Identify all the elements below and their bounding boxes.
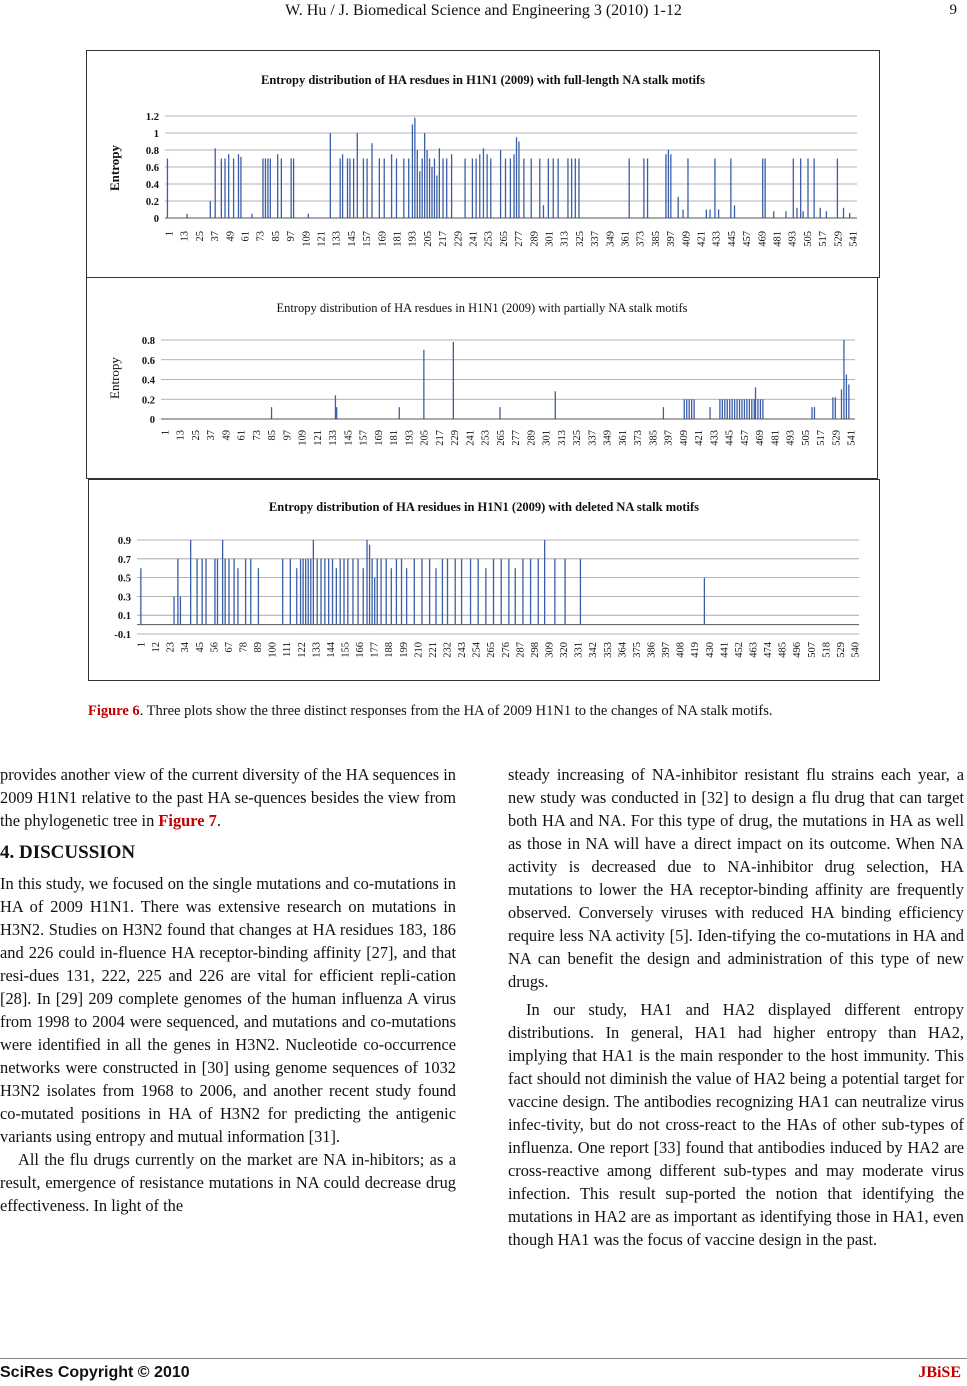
y-tick-label: 0.6 <box>145 163 159 174</box>
x-tick-label: 529 <box>833 231 845 247</box>
chart-panel-deleted <box>88 479 880 681</box>
x-tick-label: 241 <box>468 231 480 247</box>
page-header <box>0 2 967 24</box>
x-tick-label: 122 <box>296 642 308 658</box>
x-tick-label: 49 <box>221 430 233 441</box>
paragraph <box>0 763 456 832</box>
caption-label: Figure 6 <box>88 703 140 719</box>
paragraph-text: provides another view of the current diversity of the HA sequences in 2009 H1N1 relative to the past HA se-quences besides the view from the phylogenetic tree in <box>0 765 456 830</box>
x-tick-label: 289 <box>526 430 538 446</box>
paragraph: In this study, we focused on the single mutations and co-mutations in HA of 2009 H1N1. There was extensive research on mutations in H3N2. Studies on H3N2 found that changes at HA residues 183, 186 and 226 could in-fluence HA receptor-binding affinity [27], and that resi-dues 131, 222, 225 and 226 are vital for efficient repli-cation [28]. In [29] 209 complete genomes of the human influenza A virus from 1998 to 2004 were sequenced, and mutations and co-mutations were identified in all the genes in H3N2. Nucleotide co-occurrence networks were constructed in [30] using genome sequences of 1032 H3N2 isolates from 1968 to 2006, and another recent study found co-mutated positions in HA of H3N2 for predicting the antigenic variants using entropy and mutual information [31]. <box>0 874 456 1146</box>
x-tick-label: 397 <box>666 231 678 247</box>
x-tick-label: 169 <box>373 430 385 446</box>
x-tick-label: 301 <box>541 430 553 446</box>
y-tick-label: 0.4 <box>141 375 155 387</box>
x-tick-label: 419 <box>690 642 702 658</box>
x-tick-label: 301 <box>544 231 556 247</box>
x-tick-label: 445 <box>724 430 736 446</box>
x-tick-label: 133 <box>331 231 343 247</box>
y-tick-label: 0.5 <box>117 573 131 585</box>
x-tick-label: 89 <box>253 642 265 653</box>
x-tick-label: 193 <box>404 430 416 446</box>
x-tick-label: 474 <box>763 642 775 658</box>
x-tick-label: 469 <box>757 231 769 247</box>
y-tick-label: 0.1 <box>117 611 131 623</box>
paragraph: In our study, HA1 and HA2 displayed different entropy distributions. In general, HA1 had higher entropy than HA2, implying that HA1 is the main responder to the host immunity. This fact should not diminish the value of HA2 being a potential target for vaccine design. The antibodies recognizing HA1 can neutralize virus infec-tivity, but do not cross-react to the HAs of other sub-types of influenza. One report [33] found that antibodies induced by HA2 are cross-reactive among different sub-types and may moderate virus infection. This result sup-ported the notion that identifying the mutations in HA2 are as important as identifying those in HA1, even though HA1 was the focus of vaccine design in the past. <box>508 1000 964 1249</box>
x-tick-label: 349 <box>602 430 614 446</box>
x-tick-label: 325 <box>574 231 586 247</box>
caption-text: . Three plots show the three distinct responses from the HA of 2009 H1N1 to the changes of NA stalk motifs. <box>139 703 773 719</box>
x-tick-label: 144 <box>325 642 337 658</box>
chart-title: Entropy distribution of HA residues in H1N1 (2009) with deleted NA stalk motifs <box>268 500 700 514</box>
x-tick-label: 205 <box>419 430 431 446</box>
chart-panel-partial <box>86 277 878 479</box>
x-tick-label: 1 <box>160 430 172 436</box>
x-tick-label: 364 <box>617 642 629 658</box>
x-tick-label: 385 <box>650 231 662 247</box>
x-tick-label: 353 <box>602 642 614 658</box>
x-tick-label: 421 <box>696 231 708 247</box>
x-tick-label: 276 <box>500 642 512 658</box>
x-tick-label: 85 <box>270 231 282 242</box>
y-tick-label: 0.8 <box>145 146 159 157</box>
x-tick-label: 121 <box>316 231 328 247</box>
y-tick-label: 0 <box>149 415 155 426</box>
right-column <box>508 763 964 1251</box>
x-tick-label: 210 <box>413 642 425 658</box>
x-tick-label: 177 <box>369 642 381 658</box>
x-tick-label: 507 <box>806 642 818 658</box>
y-tick-label: 0.6 <box>141 355 155 367</box>
x-tick-label: 331 <box>573 642 585 658</box>
x-tick-label: 337 <box>590 230 602 247</box>
x-tick-label: 97 <box>282 430 294 441</box>
footer-divider <box>0 1358 967 1359</box>
x-tick-label: 133 <box>311 642 323 658</box>
x-tick-label: 309 <box>544 642 556 658</box>
x-tick-label: 166 <box>355 642 367 658</box>
x-tick-label: 289 <box>529 231 541 247</box>
x-tick-label: 221 <box>427 642 439 658</box>
y-tick-label: 1.2 <box>145 112 159 123</box>
paragraph: steady increasing of NA-inhibitor resistant flu strains each year, a new study was conducted in [32] to design a flu drug that can target both HA and NA. For this type of drug, the mutations in HA as well as those in NA will have a direct impact on its outcome. When NA activity is decreased due to NA-inhibitor drug selection, HA mutations to lower the HA receptor-binding affinity are frequently observed. Conversely viruses with reduced HA binding efficiency require less NA activity [5]. Iden-tifying the co-mutations in HA and NA can benefit the design and administration of this type of new drugs. <box>508 765 964 991</box>
chart-title: Entropy distribution of HA resdues in H1N1 (2009) with partially NA stalk motifs <box>276 301 688 315</box>
entropy-chart-full-length <box>87 51 879 277</box>
x-tick-label: 61 <box>236 430 248 441</box>
x-tick-label: 313 <box>559 231 571 247</box>
footer-journal: JBiSE <box>918 1364 961 1381</box>
y-tick-label: 0.7 <box>117 554 131 566</box>
x-tick-label: 253 <box>480 430 492 446</box>
x-tick-label: 493 <box>785 430 797 446</box>
x-tick-label: 111 <box>282 642 294 657</box>
x-tick-label: 421 <box>694 430 706 446</box>
y-axis-label: Entropy <box>107 357 122 399</box>
left-column <box>0 763 456 1217</box>
x-tick-label: 13 <box>175 430 187 441</box>
x-tick-label: 441 <box>719 642 731 658</box>
y-tick-label: 0.2 <box>145 197 159 208</box>
figure-7-link[interactable]: Figure 7 <box>158 811 217 830</box>
y-tick-label: 0 <box>153 214 159 225</box>
x-tick-label: 37 <box>210 231 222 242</box>
x-tick-label: 529 <box>831 430 843 446</box>
y-tick-label: -0.1 <box>114 630 131 641</box>
footer-copyright: SciRes Copyright © 2010 <box>0 1364 190 1381</box>
x-tick-label: 409 <box>678 430 690 446</box>
x-tick-label: 496 <box>792 642 804 658</box>
x-tick-label: 229 <box>450 430 462 446</box>
x-tick-label: 529 <box>835 642 847 658</box>
x-tick-label: 193 <box>407 231 419 247</box>
x-tick-label: 61 <box>240 231 252 242</box>
x-tick-label: 12 <box>151 642 163 653</box>
x-tick-label: 540 <box>850 642 862 658</box>
x-tick-label: 265 <box>498 231 510 247</box>
x-tick-label: 34 <box>180 642 192 653</box>
x-tick-label: 463 <box>748 642 760 658</box>
x-tick-label: 518 <box>821 642 833 658</box>
x-tick-label: 73 <box>255 231 267 242</box>
x-tick-label: 254 <box>471 642 483 658</box>
x-tick-label: 433 <box>711 231 723 247</box>
x-tick-label: 313 <box>556 430 568 446</box>
x-tick-label: 265 <box>495 430 507 446</box>
x-tick-label: 277 <box>514 231 526 247</box>
x-tick-label: 85 <box>267 430 279 441</box>
x-tick-label: 155 <box>340 642 352 658</box>
x-tick-label: 349 <box>605 231 617 247</box>
x-tick-label: 188 <box>384 642 396 658</box>
x-tick-label: 481 <box>770 430 782 446</box>
x-tick-label: 49 <box>225 231 237 242</box>
x-tick-label: 145 <box>346 231 358 247</box>
x-tick-label: 1 <box>136 642 148 648</box>
x-tick-label: 121 <box>312 430 324 446</box>
x-tick-label: 199 <box>398 642 410 658</box>
x-tick-label: 433 <box>709 430 721 446</box>
x-tick-label: 217 <box>438 231 450 247</box>
x-tick-label: 541 <box>846 430 858 446</box>
x-tick-label: 67 <box>223 642 235 653</box>
x-tick-label: 457 <box>742 231 754 247</box>
x-tick-label: 505 <box>800 430 812 446</box>
x-tick-label: 430 <box>704 642 716 658</box>
x-tick-label: 469 <box>755 430 767 446</box>
x-tick-label: 373 <box>633 430 645 446</box>
x-tick-label: 457 <box>739 430 751 446</box>
section-heading: 4. DISCUSSION <box>0 842 136 863</box>
x-tick-label: 337 <box>587 430 599 446</box>
entropy-chart-deleted <box>89 480 879 680</box>
x-tick-label: 23 <box>165 642 177 653</box>
x-tick-label: 385 <box>648 430 660 446</box>
x-tick-label: 277 <box>511 430 523 446</box>
x-tick-label: 373 <box>635 231 647 247</box>
x-tick-label: 25 <box>194 231 206 242</box>
page-number: 9 <box>949 2 957 18</box>
y-tick-label: 0.3 <box>117 592 131 604</box>
x-tick-label: 133 <box>328 430 340 446</box>
y-tick-label: 0.8 <box>141 336 155 347</box>
chart-panel-full-length <box>86 50 880 278</box>
y-tick-label: 0.2 <box>141 395 155 407</box>
x-tick-label: 325 <box>572 430 584 446</box>
x-tick-label: 397 <box>663 430 675 446</box>
x-tick-label: 541 <box>848 231 860 247</box>
x-tick-label: 73 <box>251 430 263 441</box>
x-tick-label: 157 <box>358 430 370 446</box>
running-title: W. Hu / J. Biomedical Science and Engineering 3 (2010) 1-12 <box>285 2 682 19</box>
chart-title: Entropy distribution of HA resdues in H1N1 (2009) with full-length NA stalk motifs <box>260 73 706 87</box>
x-tick-label: 109 <box>301 231 313 247</box>
entropy-chart-partial <box>87 278 877 478</box>
x-tick-label: 485 <box>777 642 789 658</box>
x-tick-label: 298 <box>529 642 541 658</box>
y-tick-label: 0.9 <box>117 536 131 547</box>
x-tick-label: 342 <box>588 642 600 658</box>
x-tick-label: 25 <box>190 430 202 441</box>
y-axis-label: Entropy <box>107 145 122 191</box>
x-tick-label: 1 <box>164 231 176 237</box>
x-tick-label: 145 <box>343 430 355 446</box>
x-tick-label: 169 <box>377 231 389 247</box>
y-tick-label: 1 <box>153 129 159 140</box>
x-tick-label: 205 <box>422 231 434 247</box>
x-tick-label: 78 <box>238 642 250 653</box>
x-tick-label: 229 <box>453 231 465 247</box>
x-tick-label: 287 <box>515 642 527 658</box>
x-tick-label: 265 <box>486 642 498 658</box>
x-tick-label: 517 <box>816 430 828 446</box>
x-tick-label: 320 <box>559 642 571 658</box>
x-tick-label: 408 <box>675 642 687 658</box>
x-tick-label: 181 <box>389 430 401 446</box>
x-tick-label: 409 <box>681 231 693 247</box>
x-tick-label: 253 <box>483 231 495 247</box>
x-tick-label: 217 <box>434 430 446 446</box>
x-tick-label: 157 <box>362 231 374 247</box>
paragraph-end: . <box>216 811 221 830</box>
x-tick-label: 505 <box>802 231 814 247</box>
x-tick-label: 181 <box>392 231 404 247</box>
x-tick-label: 56 <box>209 642 221 653</box>
x-tick-label: 386 <box>646 642 658 658</box>
x-tick-label: 241 <box>465 430 477 446</box>
x-tick-label: 45 <box>194 642 206 653</box>
x-tick-label: 375 <box>631 642 643 658</box>
x-tick-label: 445 <box>726 231 738 247</box>
paragraph: All the flu drugs currently on the market are NA in-hibitors; as a result, emergence of resistance mutations in NA could decrease drug effectiveness. In light of the <box>0 1150 456 1215</box>
x-tick-label: 243 <box>457 642 469 658</box>
x-tick-label: 232 <box>442 642 454 658</box>
x-tick-label: 452 <box>733 642 745 658</box>
x-tick-label: 109 <box>297 430 309 446</box>
x-tick-label: 97 <box>286 231 298 242</box>
x-tick-label: 517 <box>818 231 830 247</box>
x-tick-label: 493 <box>787 231 799 247</box>
x-tick-label: 100 <box>267 642 279 658</box>
x-tick-label: 397 <box>661 642 673 658</box>
x-tick-label: 37 <box>206 430 218 441</box>
figure-caption <box>88 701 878 721</box>
x-tick-label: 481 <box>772 231 784 247</box>
x-tick-label: 361 <box>617 430 629 446</box>
x-tick-label: 13 <box>179 231 191 242</box>
x-tick-label: 361 <box>620 231 632 247</box>
y-tick-label: 0.4 <box>145 180 159 191</box>
